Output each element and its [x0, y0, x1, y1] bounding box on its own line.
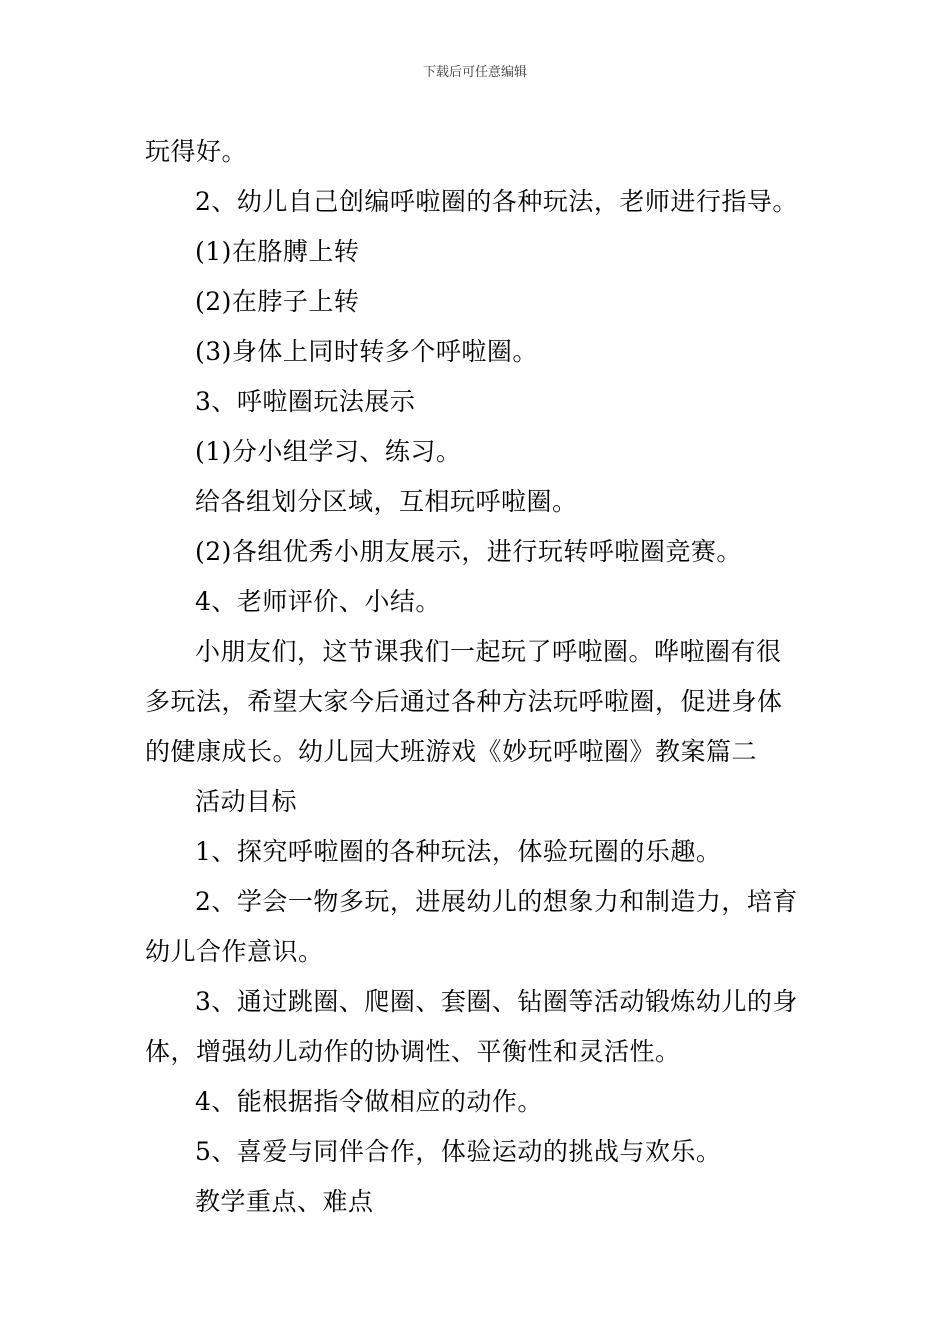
paragraph-line: 体，增强幼儿动作的协调性、平衡性和灵活性。 [145, 1037, 681, 1066]
paragraph-line: 3、呼啦圈玩法展示 [195, 387, 416, 416]
page-header-note: 下载后可任意编辑 [422, 65, 527, 80]
document-body [145, 127, 810, 1227]
paragraph-line: 玩得好。 [145, 137, 248, 166]
paragraph-line: (1)在胳膊上转 [195, 237, 360, 266]
paragraph-line: 多玩法，希望大家今后通过各种方法玩呼啦圈，促进身体 [145, 687, 783, 716]
paragraph-line: 5、喜爱与同伴合作，体验运动的挑战与欢乐。 [195, 1137, 722, 1166]
paragraph-line: 1、探究呼啦圈的各种玩法，体验玩圈的乐趣。 [195, 837, 722, 866]
paragraph-line: (2)在脖子上转 [195, 287, 360, 316]
paragraph-line: 小朋友们，这节课我们一起玩了呼啦圈。哗啦圈有很 [195, 637, 782, 666]
paragraph-line: 给各组划分区域，互相玩呼啦圈。 [195, 487, 578, 516]
paragraph-line: 2、幼儿自己创编呼啦圈的各种玩法，老师进行指导。 [195, 187, 798, 216]
section-heading: 教学重点、难点 [195, 1187, 374, 1216]
paragraph-line: 4、老师评价、小结。 [195, 587, 441, 616]
paragraph-line: 2、学会一物多玩，进展幼儿的想象力和制造力，培育 [195, 887, 798, 916]
section-heading: 活动目标 [195, 787, 298, 816]
paragraph-line: (1)分小组学习、练习。 [195, 437, 462, 466]
paragraph-line: (2)各组优秀小朋友展示，进行玩转呼啦圈竞赛。 [195, 537, 742, 566]
paragraph-line: 3、通过跳圈、爬圈、套圈、钻圈等活动锻炼幼儿的身 [195, 987, 798, 1016]
paragraph-line: (3)身体上同时转多个呼啦圈。 [195, 337, 538, 366]
paragraph-line: 的健康成长。幼儿园大班游戏《妙玩呼啦圈》教案篇二 [145, 737, 758, 766]
paragraph-line: 幼儿合作意识。 [145, 937, 324, 966]
paragraph-line: 4、能根据指令做相应的动作。 [195, 1087, 543, 1116]
